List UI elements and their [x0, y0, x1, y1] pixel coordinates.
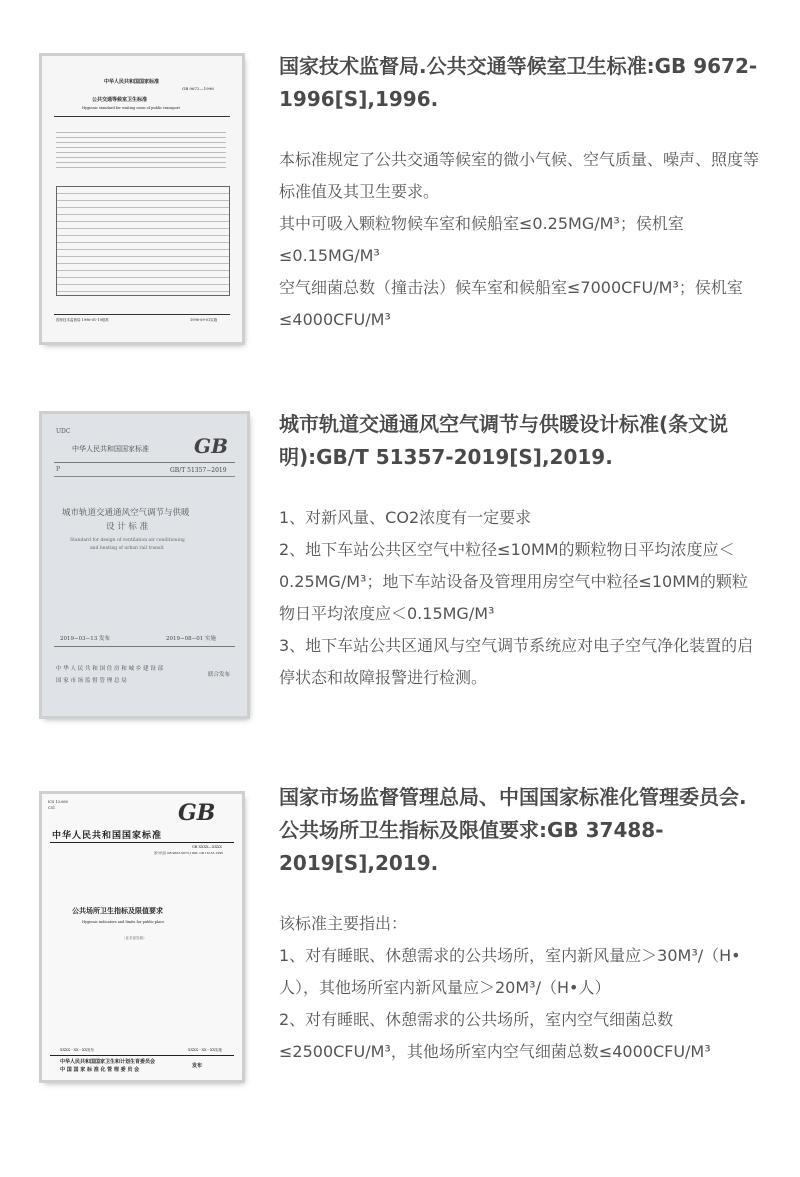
cover-divider: [54, 646, 235, 647]
gb-logo: GB: [194, 434, 228, 458]
reference-text-3: [279, 781, 759, 1068]
cover-draft: （征求意见稿）: [122, 936, 147, 940]
reference-text-1: [279, 50, 759, 336]
cover-title-line2: 设 计 标 准: [106, 522, 149, 532]
paragraph: 其中可吸入颗粒物候车室和候船室≤0.25MG/M³；侯机室≤0.15MG/M³: [279, 214, 684, 265]
cover-table: [56, 186, 230, 296]
cover-org-line1: 中华人民共和国国家卫生和计划生育委员会: [60, 1059, 156, 1065]
cover-divider: [54, 476, 235, 477]
cover-pub: 发布: [192, 1063, 203, 1069]
cover-date-impl: 2019−08−01 实施: [166, 636, 216, 642]
cover-date-issue: XXXX－XX－XX发布: [60, 1048, 94, 1052]
cover-title-line1: 城市轨道交通通风空气调节与供暖: [62, 508, 190, 518]
reference-body: [279, 144, 759, 336]
cover-org-line2: 中 国 国 家 标 准 化 管 理 委 员 会: [60, 1067, 140, 1073]
cover-ics: ICS 13.060: [48, 800, 68, 804]
cover-footer-line: [54, 314, 230, 315]
cover-joint: 联合发布: [208, 672, 231, 678]
standard-cover-image-3: [42, 794, 242, 1080]
paragraph: 3、地下车站公共区通风与空气调节系统应对电子空气净化装置的启停状态和故障报警进行检测。: [279, 636, 754, 687]
cover-header: 中华人民共和国国家标准: [72, 445, 149, 453]
cover-subtitle: Hygienic standard for waiting room of public transport: [82, 106, 180, 110]
cover-date-impl: XXXX－XX－XX实施: [188, 1048, 222, 1052]
cover-en-line2: and heating of urban rail transit: [90, 546, 164, 551]
paragraph: 空气细菌总数（撞击法）候车室和候船室≤7000CFU/M³；侯机室≤4000CFU/M³: [279, 278, 743, 329]
cover-divider: [54, 462, 235, 463]
cover-title: 公共场所卫生指标及限值要求: [72, 906, 163, 915]
cover-date-issue: 2019−03−13 发布: [60, 636, 110, 642]
cover-footer: 国家技术监督局 1996-01-19批准: [56, 318, 109, 322]
paragraph: 2、对有睡眠、休憩需求的公共场所，室内空气细菌总数≤2500CFU/M³，其他场所室内空气细菌总数≤4000CFU/M³: [279, 1010, 711, 1061]
cover-footer-date: 1996-09-01实施: [190, 318, 218, 322]
paragraph: 1、对新风量、CO2浓度有一定要求: [279, 508, 532, 527]
cover-title: 公共交通等候室卫生标准: [92, 97, 148, 103]
cover-replace: 部分代替 GB 9663-9673-1996, GB 16153-1996: [154, 851, 224, 855]
paragraph: 2、地下车站公共区空气中粒径≤10MM的颗粒物日平均浓度应＜0.25MG/M³；地下车站设备及管理用房空气中粒径≤10MM的颗粒物日平均浓度应＜0.15MG/M³: [279, 540, 748, 623]
gb-logo: GB: [178, 800, 216, 826]
cover-code: GB 9672—1996: [182, 86, 214, 91]
reference-text-2: [279, 408, 759, 694]
cover-org-line2: 国 家 市 场 监 督 管 理 总 局: [56, 678, 127, 684]
cover-p: P: [56, 466, 61, 473]
cover-divider: [50, 1055, 234, 1056]
cover-c: C51: [48, 806, 56, 810]
cover-code: GB/T 51357−2019: [170, 467, 227, 474]
paragraph: 本标准规定了公共交通等候室的微小气候、空气质量、噪声、照度等标准值及其卫生要求。: [279, 150, 760, 201]
cover-divider: [54, 116, 230, 117]
cover-header: 中华人民共和国国家标准: [52, 831, 163, 841]
reference-title: 城市轨道交通通风空气调节与供暖设计标准(条文说明):GB/T 51357-2019[S],2019.: [279, 412, 729, 469]
reference-title: 国家市场监督管理总局、中国国家标准化管理委员会.公共场所卫生指标及限值要求:GB 37488-2019[S],2019.: [279, 785, 747, 875]
standard-cover-image-1: [42, 56, 242, 342]
reference-body: [279, 502, 759, 694]
cover-divider: [50, 842, 234, 843]
cover-code: GB XXXX—XXXX: [192, 845, 222, 849]
cover-en-line1: Standard for design of ventilation air conditioning: [70, 538, 185, 543]
cover-udc: UDC: [56, 428, 71, 435]
cover-org-line1: 中 华 人 民 共 和 国 住 房 和 城 乡 建 设 部: [56, 666, 163, 672]
cover-header: 中华人民共和国国家标准: [104, 79, 160, 85]
cover-text-block: [56, 128, 226, 168]
reference-title: 国家技术监督局.公共交通等候室卫生标准:GB 9672-1996[S],1996.: [279, 54, 758, 111]
cover-en: Hygienic indicators and limits for public place: [82, 920, 165, 924]
paragraph: 1、对有睡眠、休憩需求的公共场所，室内新风量应＞30M³/（H•人），其他场所室内新风量应＞20M³/（H•人）: [279, 946, 741, 997]
reference-body: [279, 908, 759, 1068]
paragraph: 该标准主要指出：: [279, 914, 408, 933]
standard-cover-image-2: [42, 414, 247, 716]
